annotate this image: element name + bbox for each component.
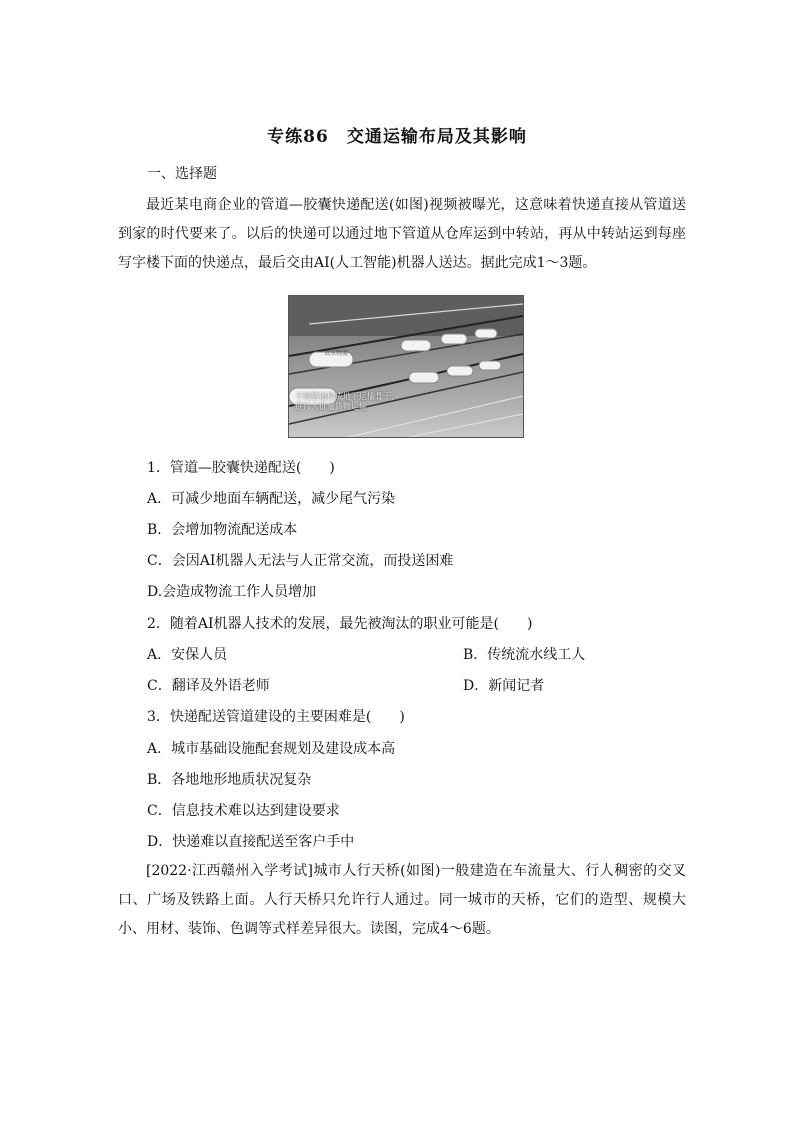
question-2-option-a: A．安保人员 bbox=[147, 647, 228, 663]
intro-paragraph-2: [2022·江西赣州入学考试]城市人行天桥(如图)一般建造在车流量大、行人稠密的交叉口、广场及铁路上面。人行天桥只允许行人通过。同一城市的天桥，它们的造型、规模大小、用材、装饰、色调等式样差异很大。读图，完成4～6题。 bbox=[118, 863, 686, 937]
question-3-option-a: A．城市基础设施配套规划及建设成本高 bbox=[147, 741, 396, 757]
pipeline-illustration bbox=[289, 296, 523, 437]
page-title: 专练86 交通运输布局及其影响 bbox=[267, 127, 527, 147]
question-2-stem: 2．随着AI机器人技术的发展，最先被淘汰的职业可能是( ) bbox=[147, 616, 533, 632]
question-3-option-b: B．各地地形地质状况复杂 bbox=[147, 772, 312, 788]
section-heading: 一、选择题 bbox=[147, 166, 217, 182]
question-1-stem: 1．管道—胶囊快递配送( ) bbox=[147, 460, 335, 476]
question-1-option-c: C．会因AI机器人无法与人正常交流，而投送困难 bbox=[147, 553, 454, 569]
question-2-option-d: D．新闻记者 bbox=[463, 678, 545, 694]
caption-line-2: 进行大批量货物运输 bbox=[295, 402, 367, 411]
image-caption bbox=[295, 392, 399, 412]
intro-paragraph: 最近某电商企业的管道—胶囊快递配送(如图)视频被曝光，这意味着快递直接从管道送到家的时代要来了。以后的快递可以通过地下管道从仓库运到中转站，再从中转站运到每座写字楼下面的快递点，最后交由AI(人工智能)机器人送达。据此完成1～3题。 bbox=[118, 197, 686, 271]
question-3-option-c: C．信息技术难以达到建设要求 bbox=[147, 803, 340, 819]
question-3-stem: 3．快递配送管道建设的主要困难是( ) bbox=[147, 709, 405, 725]
question-2-option-c: C．翻译及外语老师 bbox=[147, 678, 270, 694]
question-1-option-a: A．可减少地面车辆配送，减少尾气污染 bbox=[147, 491, 396, 507]
capsule-pipeline-image bbox=[288, 295, 524, 438]
question-1-option-b: B．会增加物流配送成本 bbox=[147, 522, 298, 538]
question-2-option-b: B．传统流水线工人 bbox=[463, 647, 586, 663]
question-2-options-row-1 bbox=[147, 644, 586, 664]
caption-line-1: 干线管道构成地下运输骨干， bbox=[295, 392, 399, 401]
question-3-option-d: D．快递难以直接配送至客户手中 bbox=[147, 834, 355, 850]
question-1-option-d: D.会造成物流工作人员增加 bbox=[147, 584, 317, 600]
question-2-options-row-2 bbox=[147, 675, 545, 695]
capsule-logo-text: 京东物流 bbox=[324, 350, 349, 357]
